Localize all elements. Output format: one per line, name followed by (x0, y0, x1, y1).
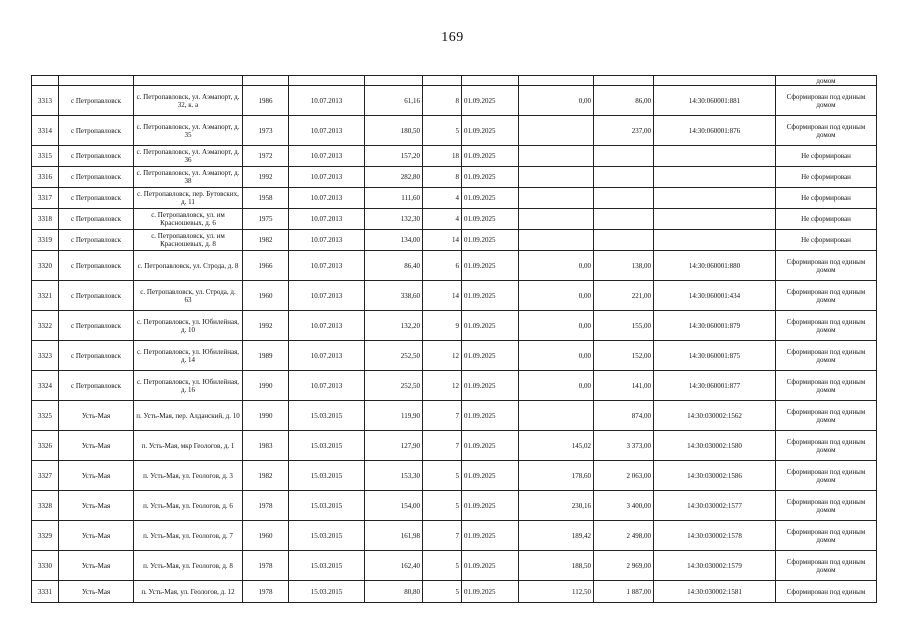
cell-value-b: 3 373,00 (594, 431, 654, 461)
cell-date: 01.09.2025 (462, 86, 519, 116)
cell-area: 162,40 (365, 551, 423, 581)
cell-date: 01.09.2025 (462, 116, 519, 146)
table-row (32, 230, 877, 251)
cell-area: 282,80 (365, 167, 423, 188)
cell-status: Не сформирован (776, 230, 877, 251)
cell-locality: с Петропавловск (59, 230, 134, 251)
cell-value-a: 0,00 (519, 251, 594, 281)
cell-value-a: 0,00 (519, 311, 594, 341)
cell-date: 01.09.2025 (462, 431, 519, 461)
cell-residents: 8 (423, 167, 462, 188)
cell-row-number: 3321 (32, 281, 59, 311)
cell-locality: с Петропавловск (59, 209, 134, 230)
cell-value-a (519, 209, 594, 230)
cell-status: Не сформирован (776, 146, 877, 167)
cell-row-number: 3327 (32, 461, 59, 491)
table-row (32, 461, 877, 491)
cell-status: Сформирован под единым домом (776, 521, 877, 551)
cell-date: 01.09.2025 (462, 461, 519, 491)
cell-build-year: 1972 (243, 146, 289, 167)
cell-residents: 7 (423, 521, 462, 551)
table-row (32, 431, 877, 461)
cell-locality: Усть-Мая (59, 521, 134, 551)
cell-cadastral-number (654, 209, 776, 230)
cell-area: 134,00 (365, 230, 423, 251)
cell-registration-date: 10.07.2013 (289, 230, 365, 251)
cell-address: с. Петропавловск, ул. Строда, д. 63 (134, 281, 243, 311)
cell-residents: 12 (423, 371, 462, 401)
cell-build-year (243, 76, 289, 86)
cell-row-number: 3320 (32, 251, 59, 281)
cell-residents: 6 (423, 251, 462, 281)
cell-build-year: 1989 (243, 341, 289, 371)
table-row (32, 167, 877, 188)
cell-row-number: 3317 (32, 188, 59, 209)
cell-build-year: 1983 (243, 431, 289, 461)
cell-locality: с Петропавловск (59, 281, 134, 311)
cell-date (462, 76, 519, 86)
cell-area: 153,30 (365, 461, 423, 491)
cell-build-year: 1973 (243, 116, 289, 146)
cell-date: 01.09.2025 (462, 311, 519, 341)
cell-date: 01.09.2025 (462, 230, 519, 251)
cell-value-a (519, 76, 594, 86)
cell-registration-date (289, 76, 365, 86)
cell-area: 127,90 (365, 431, 423, 461)
table-row (32, 551, 877, 581)
cell-address: с. Петропавловск, ул. Строда, д. 8 (134, 251, 243, 281)
cell-value-b (594, 209, 654, 230)
cell-address (134, 76, 243, 86)
cell-value-b (594, 76, 654, 86)
cell-address: с. Петропавловск, ул. им Красношевых, д. 8 (134, 230, 243, 251)
cell-cadastral-number: 14:30:060001:876 (654, 116, 776, 146)
cell-area: 252,50 (365, 371, 423, 401)
cell-row-number: 3326 (32, 431, 59, 461)
table-row (32, 188, 877, 209)
cell-build-year: 1966 (243, 251, 289, 281)
cell-build-year: 1975 (243, 209, 289, 230)
cell-value-b: 2 498,00 (594, 521, 654, 551)
cell-build-year: 1960 (243, 281, 289, 311)
cell-cadastral-number (654, 230, 776, 251)
cell-locality: Усть-Мая (59, 401, 134, 431)
cell-value-b (594, 146, 654, 167)
cell-status: Сформирован под единым домом (776, 311, 877, 341)
cell-residents: 8 (423, 86, 462, 116)
cell-build-year: 1978 (243, 491, 289, 521)
cell-value-b: 155,00 (594, 311, 654, 341)
cell-area: 154,00 (365, 491, 423, 521)
cell-cadastral-number: 14:30:060001:880 (654, 251, 776, 281)
table-row (32, 281, 877, 311)
cell-cadastral-number: 14:30:030002:1579 (654, 551, 776, 581)
cell-date: 01.09.2025 (462, 371, 519, 401)
cell-residents (423, 76, 462, 86)
cell-status: Сформирован под единым домом (776, 86, 877, 116)
cell-cadastral-number: 14:30:030002:1581 (654, 581, 776, 603)
cell-registration-date: 15.03.2015 (289, 461, 365, 491)
cell-date: 01.09.2025 (462, 551, 519, 581)
cell-registration-date: 10.07.2013 (289, 167, 365, 188)
cell-date: 01.09.2025 (462, 167, 519, 188)
cell-locality: Усть-Мая (59, 491, 134, 521)
cell-row-number: 3319 (32, 230, 59, 251)
cell-value-a: 188,50 (519, 551, 594, 581)
cell-row-number: 3318 (32, 209, 59, 230)
cell-date: 01.09.2025 (462, 401, 519, 431)
cell-status: Сформирован под единым домом (776, 431, 877, 461)
cell-cadastral-number (654, 146, 776, 167)
cell-value-a: 145,02 (519, 431, 594, 461)
table-row (32, 311, 877, 341)
cell-address: с. Петропавловск, ул. Аэмапорт, д. 36 (134, 146, 243, 167)
table-row (32, 341, 877, 371)
cell-locality: Усть-Мая (59, 581, 134, 603)
cell-value-b: 2 063,00 (594, 461, 654, 491)
cell-registration-date: 10.07.2013 (289, 251, 365, 281)
cell-cadastral-number (654, 188, 776, 209)
cell-value-a: 112,50 (519, 581, 594, 603)
table-row (32, 371, 877, 401)
cell-cadastral-number: 14:30:060001:434 (654, 281, 776, 311)
cell-value-b: 86,00 (594, 86, 654, 116)
cell-value-a (519, 167, 594, 188)
cell-locality: с Петропавловск (59, 251, 134, 281)
cell-build-year: 1978 (243, 551, 289, 581)
cell-status: Сформирован под единым домом (776, 341, 877, 371)
cell-status: Сформирован под единым домом (776, 251, 877, 281)
cell-status: Сформирован под единым домом (776, 116, 877, 146)
table-row (32, 491, 877, 521)
cell-cadastral-number (654, 167, 776, 188)
cell-cadastral-number: 14:30:030002:1562 (654, 401, 776, 431)
cell-address: с. Петропавловск, ул. Юбилейная, д. 14 (134, 341, 243, 371)
cell-area: 157,20 (365, 146, 423, 167)
cell-date: 01.09.2025 (462, 188, 519, 209)
cell-locality: с Петропавловск (59, 167, 134, 188)
cell-row-number: 3331 (32, 581, 59, 603)
cell-status: Сформирован под единым домом (776, 371, 877, 401)
cell-row-number (32, 76, 59, 86)
cell-cadastral-number: 14:30:060001:877 (654, 371, 776, 401)
cell-value-a: 0,00 (519, 371, 594, 401)
cell-residents: 5 (423, 551, 462, 581)
cell-area: 61,16 (365, 86, 423, 116)
cell-cadastral-number: 14:30:060001:875 (654, 341, 776, 371)
cell-build-year: 1960 (243, 521, 289, 551)
cell-build-year: 1992 (243, 311, 289, 341)
cell-address: с. Петропавловск, ул. Юбилейная, д. 16 (134, 371, 243, 401)
table-row (32, 251, 877, 281)
cell-status: Сформирован под единым домом (776, 461, 877, 491)
cell-value-a: 230,16 (519, 491, 594, 521)
cell-registration-date: 15.03.2015 (289, 551, 365, 581)
cell-residents: 14 (423, 230, 462, 251)
cell-status: Сформирован под единым домом (776, 281, 877, 311)
cell-address: с. Петропавловск, ул. Аэмапорт, д. 32, к. а (134, 86, 243, 116)
cell-row-number: 3323 (32, 341, 59, 371)
cell-date: 01.09.2025 (462, 341, 519, 371)
cell-locality: с Петропавловск (59, 86, 134, 116)
cell-build-year: 1982 (243, 461, 289, 491)
cell-locality: с Петропавловск (59, 116, 134, 146)
cell-address: с. Петропавловск, ул. им Красношевых, д. 6 (134, 209, 243, 230)
cell-registration-date: 10.07.2013 (289, 188, 365, 209)
table-row (32, 146, 877, 167)
cell-value-a: 189,42 (519, 521, 594, 551)
cell-row-number: 3316 (32, 167, 59, 188)
cell-status: Не сформирован (776, 167, 877, 188)
table-row (32, 581, 877, 603)
cell-value-a (519, 401, 594, 431)
cell-residents: 7 (423, 431, 462, 461)
cell-build-year: 1990 (243, 401, 289, 431)
cell-value-a: 178,60 (519, 461, 594, 491)
cell-area (365, 76, 423, 86)
cell-address: с. Петропавловск, ул. Аэмапорт, д. 38 (134, 167, 243, 188)
cell-build-year: 1982 (243, 230, 289, 251)
housing-register-table (31, 75, 877, 603)
cell-build-year: 1992 (243, 167, 289, 188)
cell-status: Сформирован под единым (776, 581, 877, 603)
cell-value-a (519, 230, 594, 251)
cell-status: Сформирован под единым домом (776, 491, 877, 521)
cell-address: п. Усть-Мая, ул. Геологов, д. 6 (134, 491, 243, 521)
cell-address: с. Петропавловск, ул. Аэмапорт, д. 35 (134, 116, 243, 146)
cell-value-b (594, 188, 654, 209)
cell-build-year: 1986 (243, 86, 289, 116)
page-number: 169 (441, 30, 464, 45)
cell-row-number: 3314 (32, 116, 59, 146)
cell-value-b: 2 969,00 (594, 551, 654, 581)
cell-date: 01.09.2025 (462, 581, 519, 603)
cell-cadastral-number: 14:30:030002:1586 (654, 461, 776, 491)
cell-value-b: 221,00 (594, 281, 654, 311)
cell-status: Сформирован под единым домом (776, 551, 877, 581)
cell-value-b: 874,00 (594, 401, 654, 431)
cell-status: Не сформирован (776, 209, 877, 230)
cell-value-a: 0,00 (519, 341, 594, 371)
cell-date: 01.09.2025 (462, 521, 519, 551)
cell-registration-date: 10.07.2013 (289, 209, 365, 230)
cell-area: 132,30 (365, 209, 423, 230)
cell-locality: с Петропавловск (59, 341, 134, 371)
table-row (32, 401, 877, 431)
cell-residents: 9 (423, 311, 462, 341)
cell-value-b: 152,00 (594, 341, 654, 371)
cell-registration-date: 10.07.2013 (289, 281, 365, 311)
cell-value-b: 1 887,00 (594, 581, 654, 603)
cell-locality: с Петропавловск (59, 188, 134, 209)
cell-locality: Усть-Мая (59, 461, 134, 491)
cell-build-year: 1958 (243, 188, 289, 209)
table-row (32, 86, 877, 116)
cell-registration-date: 10.07.2013 (289, 116, 365, 146)
table-row (32, 521, 877, 551)
cell-residents: 5 (423, 491, 462, 521)
cell-row-number: 3324 (32, 371, 59, 401)
cell-address: п. Усть-Мая, пер. Алданский, д. 10 (134, 401, 243, 431)
cell-area: 252,50 (365, 341, 423, 371)
cell-value-a (519, 146, 594, 167)
cell-residents: 5 (423, 461, 462, 491)
cell-address: с. Петропавловск, пер. Бутовских, д. 11 (134, 188, 243, 209)
cell-locality: Усть-Мая (59, 431, 134, 461)
cell-value-b: 138,00 (594, 251, 654, 281)
cell-date: 01.09.2025 (462, 281, 519, 311)
cell-area: 80,80 (365, 581, 423, 603)
cell-registration-date: 15.03.2015 (289, 491, 365, 521)
cell-locality: с Петропавловск (59, 311, 134, 341)
cell-date: 01.09.2025 (462, 146, 519, 167)
cell-registration-date: 15.03.2015 (289, 431, 365, 461)
cell-cadastral-number (654, 76, 776, 86)
cell-cadastral-number: 14:30:030002:1577 (654, 491, 776, 521)
cell-registration-date: 15.03.2015 (289, 401, 365, 431)
table-row (32, 209, 877, 230)
cell-row-number: 3322 (32, 311, 59, 341)
cell-address: п. Усть-Мая, мкр Геологов, д. 1 (134, 431, 243, 461)
cell-status: домом (776, 76, 877, 86)
cell-registration-date: 10.07.2013 (289, 311, 365, 341)
cell-address: п. Усть-Мая, ул. Геологов, д. 3 (134, 461, 243, 491)
cell-value-a: 0,00 (519, 86, 594, 116)
cell-residents: 4 (423, 188, 462, 209)
cell-residents: 18 (423, 146, 462, 167)
cell-value-b: 141,00 (594, 371, 654, 401)
cell-cadastral-number: 14:30:030002:1578 (654, 521, 776, 551)
cell-value-a: 0,00 (519, 281, 594, 311)
cell-area: 180,50 (365, 116, 423, 146)
cell-status: Не сформирован (776, 188, 877, 209)
cell-status: Сформирован под единым домом (776, 401, 877, 431)
cell-address: п. Усть-Мая, ул. Геологов, д. 7 (134, 521, 243, 551)
cell-residents: 7 (423, 401, 462, 431)
cell-cadastral-number: 14:30:030002:1580 (654, 431, 776, 461)
cell-cadastral-number: 14:30:060001:881 (654, 86, 776, 116)
cell-residents: 5 (423, 116, 462, 146)
cell-date: 01.09.2025 (462, 251, 519, 281)
cell-value-a (519, 116, 594, 146)
cell-residents: 12 (423, 341, 462, 371)
cell-area: 338,60 (365, 281, 423, 311)
cell-address: с. Петропавловск, ул. Юбилейная, д. 10 (134, 311, 243, 341)
cell-locality (59, 76, 134, 86)
cell-row-number: 3329 (32, 521, 59, 551)
cell-locality: с Петропавловск (59, 146, 134, 167)
cell-residents: 14 (423, 281, 462, 311)
cell-row-number: 3313 (32, 86, 59, 116)
cell-registration-date: 15.03.2015 (289, 521, 365, 551)
cell-residents: 4 (423, 209, 462, 230)
cell-row-number: 3325 (32, 401, 59, 431)
cell-row-number: 3328 (32, 491, 59, 521)
cell-area: 161,98 (365, 521, 423, 551)
cell-locality: Усть-Мая (59, 551, 134, 581)
cell-cadastral-number: 14:30:060001:879 (654, 311, 776, 341)
cell-registration-date: 10.07.2013 (289, 341, 365, 371)
cell-value-b: 3 400,00 (594, 491, 654, 521)
cell-value-b (594, 167, 654, 188)
cell-residents: 5 (423, 581, 462, 603)
cell-value-b: 237,00 (594, 116, 654, 146)
cell-date: 01.09.2025 (462, 209, 519, 230)
cell-registration-date: 10.07.2013 (289, 86, 365, 116)
cell-row-number: 3315 (32, 146, 59, 167)
cell-address: п. Усть-Мая, ул. Геологов, д. 8 (134, 551, 243, 581)
cell-area: 111,60 (365, 188, 423, 209)
cell-value-a (519, 188, 594, 209)
cell-row-number: 3330 (32, 551, 59, 581)
cell-date: 01.09.2025 (462, 491, 519, 521)
cell-area: 119,90 (365, 401, 423, 431)
table-row-continuation (32, 76, 877, 86)
table-row (32, 116, 877, 146)
cell-registration-date: 10.07.2013 (289, 146, 365, 167)
cell-build-year: 1978 (243, 581, 289, 603)
cell-build-year: 1990 (243, 371, 289, 401)
cell-value-b (594, 230, 654, 251)
cell-area: 132,20 (365, 311, 423, 341)
cell-address: п. Усть-Мая, ул. Геологов, д. 12 (134, 581, 243, 603)
cell-registration-date: 10.07.2013 (289, 371, 365, 401)
cell-area: 86,40 (365, 251, 423, 281)
cell-registration-date: 15.03.2015 (289, 581, 365, 603)
cell-locality: с Петропавловск (59, 371, 134, 401)
